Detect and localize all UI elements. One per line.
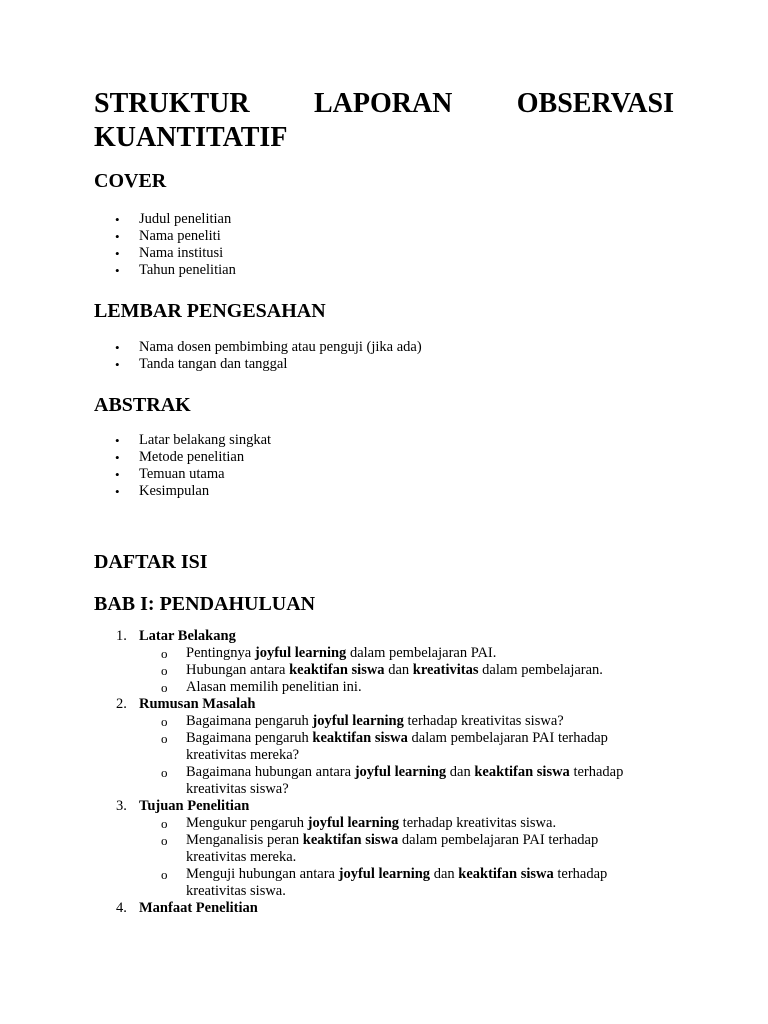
- sub-list: [139, 645, 674, 696]
- numbered-item: [94, 628, 674, 696]
- bab1-list: [94, 628, 674, 917]
- list-item: • Nama peneliti: [94, 228, 674, 245]
- section-heading-lembar-pengesahan: LEMBAR PENGESAHAN: [94, 300, 326, 322]
- numbered-item: [94, 696, 674, 798]
- circle-bullet-icon: o: [161, 646, 168, 661]
- list-item: • Nama institusi: [94, 245, 674, 262]
- circle-bullet-icon: o: [161, 765, 168, 780]
- document-title: STRUKTUR LAPORAN OBSERVASI KUANTITATIF: [94, 88, 674, 153]
- sub-item: o Menganalisis peran keaktifan siswa dalam pembelajaran PAI terhadap kreativitas mereka.: [161, 832, 599, 865]
- lembar-list: [94, 339, 674, 373]
- list-item: • Kesimpulan: [94, 483, 674, 500]
- sub-list: [139, 713, 674, 798]
- circle-bullet-icon: o: [161, 680, 168, 695]
- section-heading-daftar-isi: DAFTAR ISI: [94, 551, 208, 573]
- sub-item: o Bagaimana pengaruh joyful learning terhadap kreativitas siswa?: [161, 713, 564, 729]
- item-title: Tujuan Penelitian: [139, 798, 250, 814]
- item-number: 4.: [116, 900, 127, 916]
- item-number: 3.: [116, 798, 127, 814]
- section-heading-abstrak: ABSTRAK: [94, 394, 191, 416]
- list-item: • Nama dosen pembimbing atau penguji (jika ada): [94, 339, 674, 356]
- list-item: • Tahun penelitian: [94, 262, 674, 279]
- list-item: • Temuan utama: [94, 466, 674, 483]
- list-item: • Judul penelitian: [94, 211, 674, 228]
- circle-bullet-icon: o: [161, 731, 168, 746]
- item-number: 2.: [116, 696, 127, 712]
- sub-list: [139, 815, 674, 900]
- item-title: Latar Belakang: [139, 628, 236, 644]
- list-item: • Metode penelitian: [94, 449, 674, 466]
- item-title: Manfaat Penelitian: [139, 900, 258, 916]
- sub-item: o Mengukur pengaruh joyful learning terhadap kreativitas siswa.: [161, 815, 557, 831]
- list-item: • Tanda tangan dan tanggal: [94, 356, 674, 373]
- sub-item: o Pentingnya joyful learning dalam pembelajaran PAI.: [161, 645, 497, 661]
- cover-list: [94, 211, 674, 279]
- circle-bullet-icon: o: [161, 833, 168, 848]
- sub-item: o Bagaimana hubungan antara joyful learning dan keaktifan siswa terhadap kreativitas siswa?: [161, 764, 624, 797]
- numbered-item: [94, 900, 674, 917]
- document-page: [94, 87, 674, 917]
- circle-bullet-icon: o: [161, 714, 168, 729]
- list-item: • Latar belakang singkat: [94, 432, 674, 449]
- circle-bullet-icon: o: [161, 816, 168, 831]
- sub-item: o Alasan memilih penelitian ini.: [161, 679, 362, 695]
- sub-item: o Bagaimana pengaruh keaktifan siswa dalam pembelajaran PAI terhadap kreativitas mereka?: [161, 730, 608, 763]
- circle-bullet-icon: o: [161, 867, 168, 882]
- item-number: 1.: [116, 628, 127, 644]
- sub-item: o Menguji hubungan antara joyful learning dan keaktifan siswa terhadap kreativitas siswa.: [161, 866, 608, 899]
- sub-item: o Hubungan antara keaktifan siswa dan kreativitas dalam pembelajaran.: [161, 662, 603, 678]
- section-heading-bab-1: BAB I: PENDAHULUAN: [94, 593, 316, 615]
- section-heading-cover: COVER: [94, 170, 167, 192]
- abstrak-list: [94, 432, 674, 500]
- item-title: Rumusan Masalah: [139, 696, 256, 712]
- circle-bullet-icon: o: [161, 663, 168, 678]
- numbered-item: [94, 798, 674, 900]
